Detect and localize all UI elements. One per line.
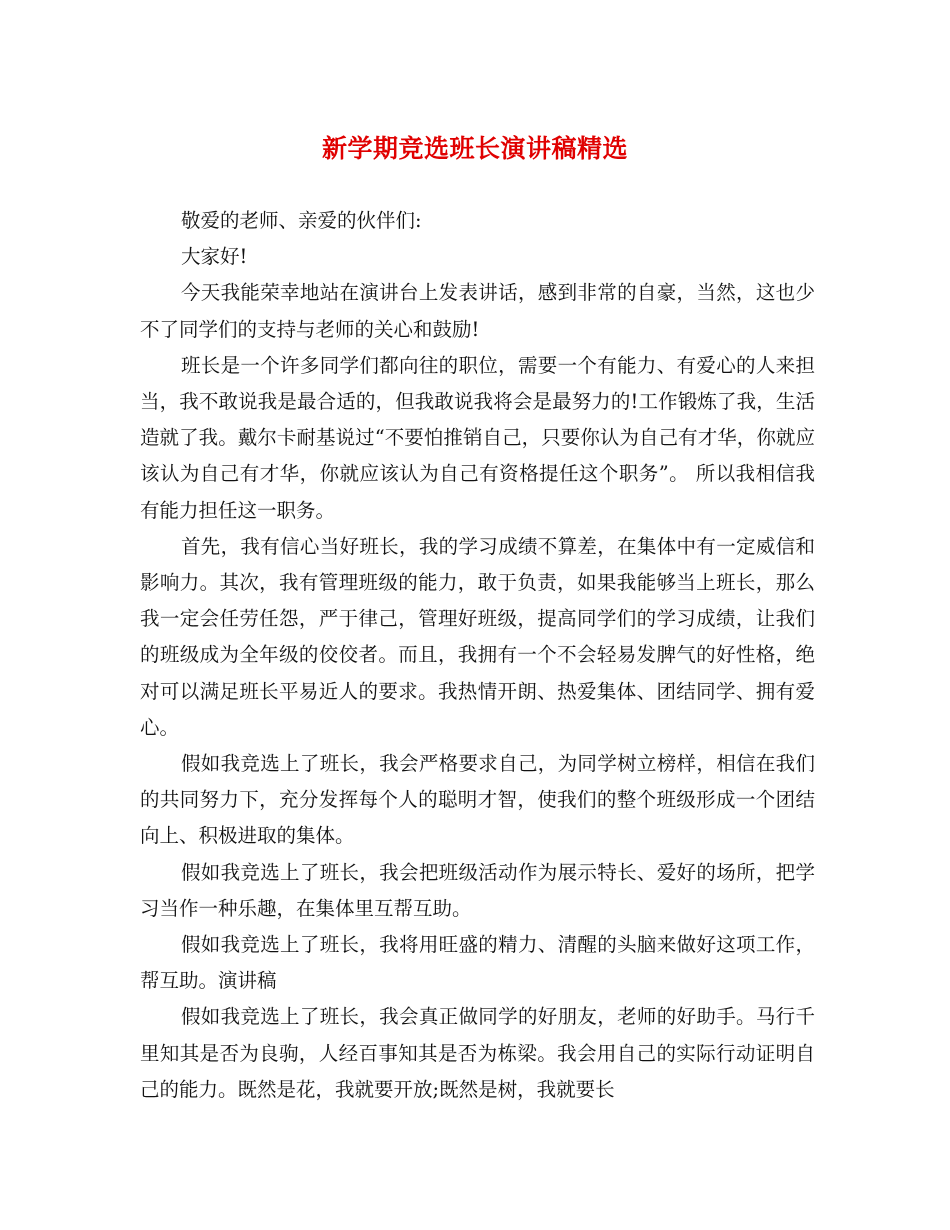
- paragraph-promise-3: 假如我竞选上了班长，我将用旺盛的精力、清醒的头脑来做好这项工作，帮互助。演讲稿: [140, 933, 815, 993]
- paragraph-salutation: 敬爱的老师、亲爱的伙伴们:: [180, 209, 422, 232]
- document-title: 新学期竞选班长演讲稿精选: [321, 134, 628, 163]
- paragraph-intro: 今天我能荣幸地站在演讲台上发表讲话，感到非常的自豪，当然，这也少不了同学们的支持与老师的关心和鼓励!: [140, 281, 815, 341]
- document-body: [140, 203, 815, 1108]
- paragraph-monitor-role: 班长是一个许多同学们都向往的职位，需要一个有能力、有爱心的人来担当，我不敢说我是最合适的，但我敢说我将会是最努力的!工作锻炼了我，生活造就了我。戴尔卡耐基说过“不要怕推销自己，只要你认为自己有才华，你就应该认为自己有才华，你就应该认为自己有资格提任这个职务”。 所以我相信我有能力担任这一职务。: [140, 353, 815, 522]
- paragraph-promise-2: 假如我竞选上了班长，我会把班级活动作为展示特长、爱好的场所，把学习当作一种乐趣，在集体里互帮互助。: [140, 860, 815, 920]
- paragraph-qualifications: 首先，我有信心当好班长，我的学习成绩不算差，在集体中有一定威信和影响力。其次，我有管理班级的能力，敢于负责，如果我能够当上班长，那么我一定会任劳任怨，严于律己，管理好班级，提高同学们的学习成绩，让我们的班级成为全年级的佼佼者。而且，我拥有一个不会轻易发脾气的好性格，绝对可以满足班长平易近人的要求。我热情开朗、热爱集体、团结同学、拥有爱心。: [140, 534, 815, 739]
- paragraph-greeting: 大家好!: [180, 245, 248, 269]
- paragraph-promise-1: 假如我竞选上了班长，我会严格要求自己，为同学树立榜样，相信在我们的共同努力下，充分发挥每个人的聪明才智，使我们的整个班级形成一个团结向上、积极进取的集体。: [140, 752, 815, 848]
- paragraph-promise-4: 假如我竞选上了班长，我会真正做同学的好朋友，老师的好助手。马行千里知其是否为良驹，人经百事知其是否为栋梁。我会用自己的实际行动证明自己的能力。既然是花，我就要开放;既然是树，我就要长: [140, 1005, 815, 1101]
